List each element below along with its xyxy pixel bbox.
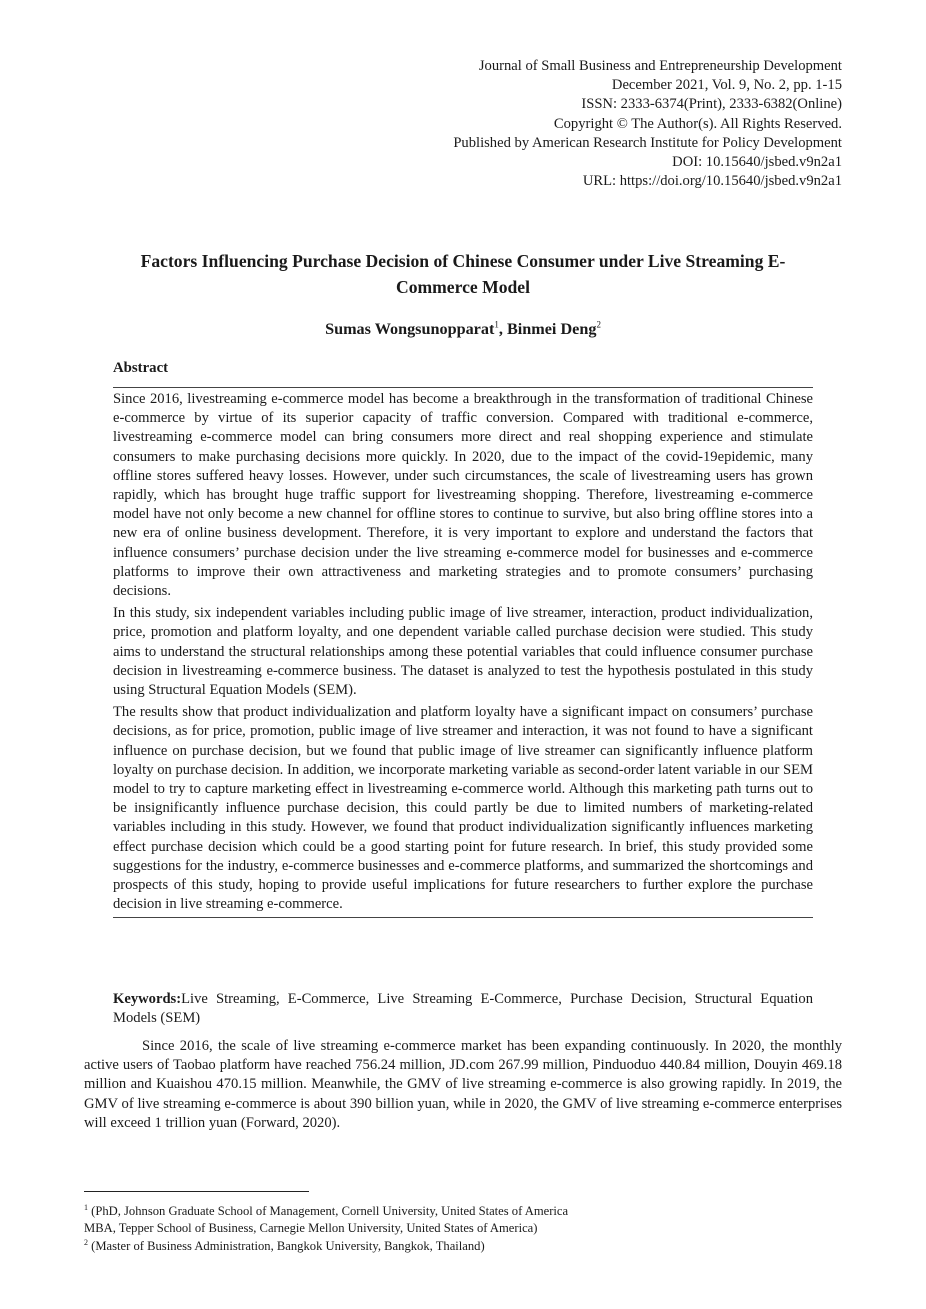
author-1-footnote-mark: 1 [494,319,499,330]
title-line-2: Commerce Model [395,277,530,297]
footnote-divider [84,1191,309,1192]
issue-info: December 2021, Vol. 9, No. 2, pp. 1-15 [611,77,842,94]
journal-header [453,57,842,191]
footnote-1-text: (PhD, Johnson Graduate School of Management, Cornell University, United States of America [88,1204,569,1218]
author-1: Sumas Wongsunopparat [325,320,495,338]
footnote-1-line-1 [84,1203,842,1220]
title-line-1: Factors Influencing Purchase Decision of Chinese Consumer under Live Streaming E- [140,251,786,271]
issn: ISSN: 2333-6374(Print), 2333-6382(Online) [581,96,842,113]
paper-title [84,248,842,300]
footnote-2 [84,1238,842,1255]
footnotes [84,1203,842,1255]
author-2: Binmei Deng [506,320,597,338]
footnote-1-mark: 1 [84,1202,88,1212]
keywords-label: Keywords: [113,991,182,1007]
footnote-2-text: (Master of Business Administration, Bangkok University, Bangkok, Thailand) [88,1238,485,1253]
author-2-footnote-mark: 2 [596,319,601,330]
publisher: Published by American Research Institute for Policy Development [453,134,842,151]
author-separator: , [498,320,507,338]
footnote-2-mark: 2 [84,1237,88,1247]
abstract-heading: Abstract [113,360,169,376]
abstract-box [113,387,813,918]
body-paragraph-1: Since 2016, the scale of live streaming e-commerce market has been expanding continuously. In 2020, the monthly active users of Taobao platform have reached 756.24 million, JD.com 267.99 million, Pinduoduo 440.84 million, Douyin 469.18 million and Kuaishou 470.15 million. Meanwhile, the GMV of live streaming e-commerce is also growing rapidly. In 2019, the GMV of live streaming e-commerce is about 390 billion yuan, while in 2020, the GMV of live streaming e-commerce enterprises will exceed 1 trillion yuan (Forward, 2020). [84,1038,842,1131]
url: URL: https://doi.org/10.15640/jsbed.v9n2a1 [582,173,842,190]
keywords-text: Live Streaming, E-Commerce, Live Streaming E-Commerce, Purchase Decision, Structural Equation Models (SEM) [113,991,813,1027]
authors [84,320,842,339]
keywords [113,990,813,1028]
abstract-paragraph-2: In this study, six independent variables including public image of live streamer, interaction, product individualization, price, promotion and platform loyalty, and one dependent variable called purchase decision were studied. This study aims to understand the structural relationships among these potential variables that could influence consumer purchase decision in livestreaming e-commerce business. The dataset is analyzed to test the hypothesis postulated in this study using Structural Equation Models (SEM). [113,605,813,699]
abstract-paragraph-3: The results show that product individualization and platform loyalty have a significant impact on consumers’ purchase decisions, as for price, promotion, public image of live streamer and interaction, it was not found to have a significant influence on purchase decision, but we found that public image of live streamer can significantly influence platform loyalty on purchase decision. In addition, we incorporate marketing variable as second-order latent variable in our SEM model to try to capture marketing effect in livestreaming e-commerce world. Although this marketing path turns out to be insignificantly influence purchase decision, this could partly be due to limited numbers of marketing-related variables including in this study. However, we found that product individualization significantly influences marketing effect purchase decision which could be a good starting point for future research. In brief, this study provided some suggestions for the industry, e-commerce businesses and e-commerce platforms, and summarized the shortcomings and prospects of this study, hoping to provide useful implications for future researchers to further explore the purchase decision in live streaming e-commerce. [113,704,813,913]
doi: DOI: 10.15640/jsbed.v9n2a1 [672,154,842,171]
copyright: Copyright © The Author(s). All Rights Reserved. [553,115,842,132]
footnote-1-line-2: MBA, Tepper School of Business, Carnegie Mellon University, United States of America) [84,1221,538,1236]
abstract-paragraph-1: Since 2016, livestreaming e-commerce model has become a breakthrough in the transformation of traditional Chinese e-commerce by virtue of its superior capacity of traffic conversion. Compared with traditional e-commerce, livestreaming e-commerce model can bring consumers more direct and real shopping experience and stimulate consumers to make purchasing decisions more quickly. In 2020, due to the impact of the covid-19epidemic, many offline stores suffered heavy losses. However, under such circumstances, the scale of livestreaming users has grown rapidly, which has brought huge traffic support for livestreaming shopping. Therefore, livestreaming e-commerce model have not only become a new channel for offline stores to continue to survive, but also bring offline stores into a new era of online business development. Therefore, it is very important to explore and understand the factors that influence consumers’ purchase decision under the live streaming e-commerce model for businesses and e-commerce platforms to improve their own attractiveness and marketing strategies and to promote consumers’ purchasing decisions. [113,391,813,600]
journal-name: Journal of Small Business and Entrepreneurship Development [478,58,842,74]
